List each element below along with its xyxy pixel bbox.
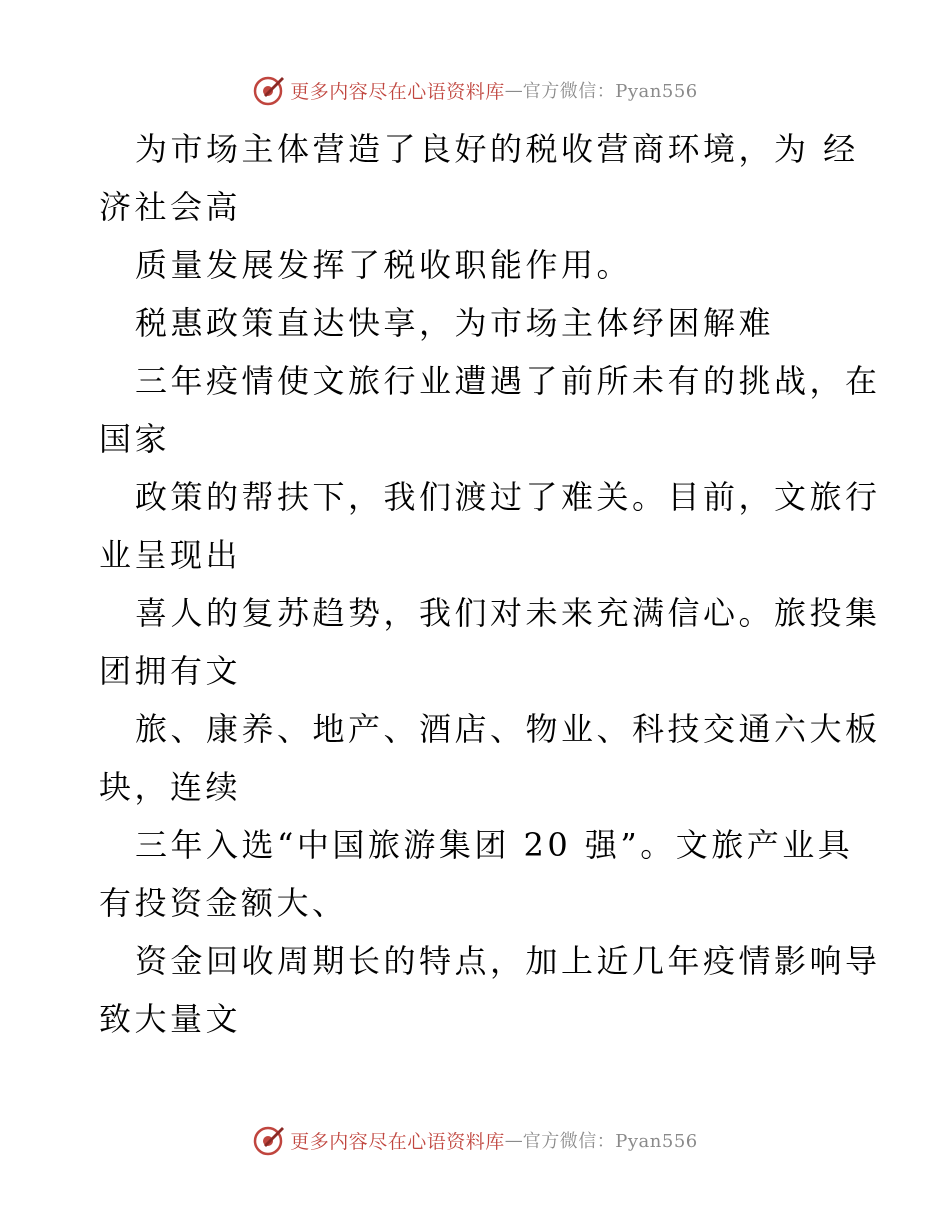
banner-dash: — — [504, 79, 523, 101]
body-line: 团拥有文 — [99, 652, 242, 690]
body-line: 三年疫情使文旅行业遭遇了前所未有的挑战，在 — [135, 362, 881, 400]
body-line: 旅、康养、地产、酒店、物业、科技交通六大板 — [135, 710, 881, 748]
pen-logo-icon — [252, 1123, 286, 1157]
body-line: 税惠政策直达快享，为市场主体纾困解难 — [135, 304, 775, 342]
pen-logo-icon — [252, 73, 286, 107]
body-line: 资金回收周期长的特点，加上近几年疫情影响导 — [135, 942, 881, 980]
footer-banner — [0, 1120, 950, 1160]
banner-title: 更多内容尽在心语资料库 — [290, 80, 505, 103]
body-line: 为市场主体营造了良好的税收营商环境，为 经 — [135, 130, 859, 168]
body-line: 喜人的复苏趋势，我们对未来充满信心。旅投集 — [135, 594, 881, 632]
body-line: 三年入选“中国旅游集团 20 强”。文旅产业具 — [135, 826, 854, 864]
body-line: 政策的帮扶下，我们渡过了难关。目前，文旅行 — [135, 478, 881, 516]
document-body — [99, 120, 881, 1048]
body-line: 块，连续 — [99, 768, 242, 806]
body-line: 国家 — [99, 420, 171, 458]
banner-wechat: 官方微信：Pyan556 — [522, 1131, 698, 1152]
banner-wechat: 官方微信：Pyan556 — [522, 81, 698, 102]
body-line: 致大量文 — [99, 1000, 242, 1038]
body-line: 质量发展发挥了税收职能作用。 — [135, 246, 633, 284]
body-line: 有投资金额大、 — [99, 884, 348, 922]
banner-title: 更多内容尽在心语资料库 — [290, 1130, 505, 1153]
header-banner — [0, 70, 950, 110]
banner-dash: — — [504, 1129, 523, 1151]
body-line: 业呈现出 — [99, 536, 242, 574]
body-line: 济社会高 — [99, 188, 242, 226]
